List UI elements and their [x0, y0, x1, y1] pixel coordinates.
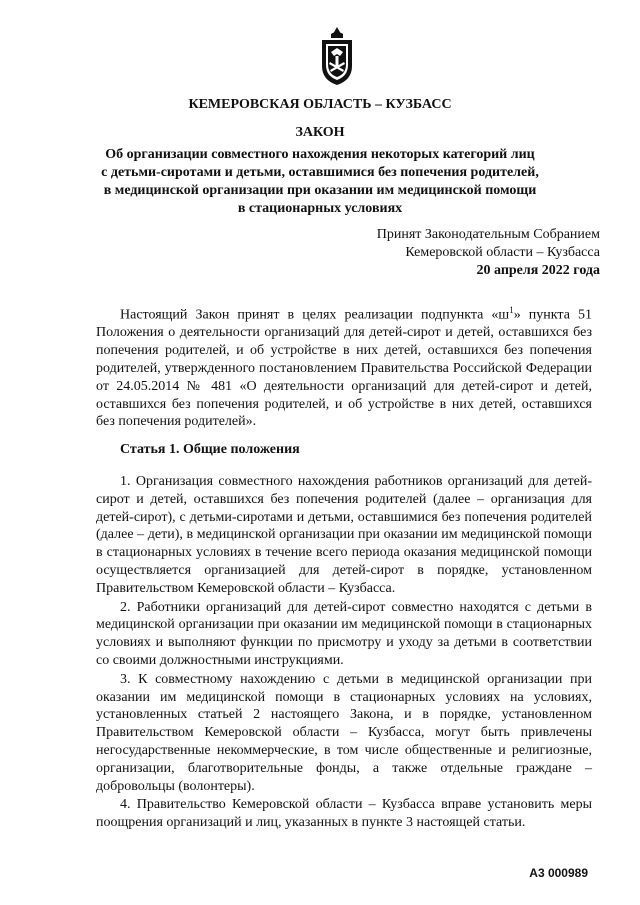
- law-title-line: с детьми-сиротами и детьми, оставшимися без попечения родителей,: [101, 165, 539, 180]
- adoption-line: Кемеровской области – Кузбасса: [405, 245, 600, 260]
- adoption-block: [377, 226, 600, 280]
- preamble-paragraph: [96, 302, 592, 431]
- law-title-line: в медицинской организации при оказании им медицинской помощи: [103, 183, 537, 198]
- document-number: А3 000989: [529, 866, 588, 880]
- article-paragraph: 3. К совместному нахождению с детьми в медицинской организации при оказании им медицинской помощи в стационарных условиях на условиях, установленных статьей 2 настоящего Закона, и в порядке, установленном Правительством Кемеровской области – Кузбасса, могут быть привлечены негосударственные некоммерческие, в том числе общественные и религиозные, организации, благотворительные фонды, а также отдельные граждане – добровольцы (волонтеры).: [96, 671, 592, 794]
- article-paragraph: 2. Работники организаций для детей-сирот совместно находятся с детьми в медицинской организации при оказании им медицинской помощи в стационарных условиях и выполняют функции по присмотру и уходу за детьми в соответствии со своими должностными инструкциями.: [96, 599, 592, 668]
- document-type: ЗАКОН: [295, 125, 345, 140]
- adoption-date: 20 апреля 2022 года: [476, 263, 600, 278]
- article-heading: Статья 1. Общие положения: [120, 442, 300, 457]
- preamble: [96, 302, 592, 431]
- preamble-text-start: Настоящий Закон принят в целях реализации подпункта «ш: [120, 307, 510, 323]
- law-title-line: Об организации совместного нахождения некоторых категорий лиц: [105, 147, 535, 162]
- coat-of-arms-emblem: [318, 26, 356, 86]
- preamble-text-end: » пункта 51 Положения о деятельности организаций для детей-сирот и детей, оставшихся без попечения родителей, и об устройстве в них детей, оставшихся без попечения родителей, утвержденного постановлением Правительства Российской Федерации от 24.05.2014 № 481 «О деятельности организаций для детей-сирот и детей, оставшихся без попечения родителей, и об устройстве в них детей, оставшихся без попечения родителей».: [96, 307, 593, 430]
- superscript: 1: [509, 305, 514, 315]
- article-paragraph: 4. Правительство Кемеровской области – Кузбасса вправе установить меры поощрения организаций и лиц, указанных в пункте 3 настоящей статьи.: [96, 797, 592, 831]
- law-title-line: в стационарных условиях: [237, 201, 403, 216]
- region-name: КЕМЕРОВСКАЯ ОБЛАСТЬ – КУЗБАСС: [188, 97, 452, 112]
- adoption-line: Принят Законодательным Собранием: [376, 227, 600, 242]
- article-paragraph: 1. Организация совместного нахождения работников организаций для детей-сирот и детей, оставшихся без попечения родителей (далее – организация для детей-сирот), с детьми-сиротами и детьми, оставшимися без попечения родителей (далее – дети), в медицинской организации при оказании им медицинской помощи в стационарных условиях в течение всего периода оказания медицинской помощи осуществляется организацией для детей-сирот в порядке, установленном Правительством Кемеровской области – Кузбасса.: [96, 474, 592, 596]
- law-title: [0, 146, 640, 218]
- article-body: [96, 473, 592, 832]
